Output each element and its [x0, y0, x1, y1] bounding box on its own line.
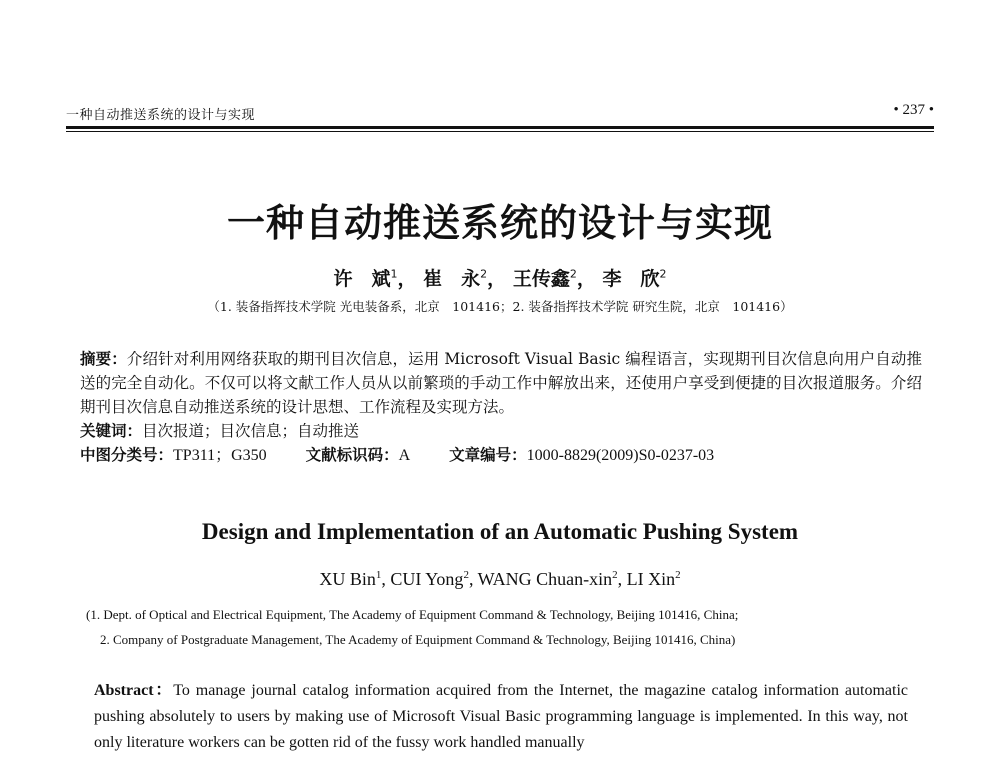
- clc-label: 中图分类号：: [80, 446, 174, 464]
- clc-value: TP311；G350: [173, 447, 267, 464]
- author-cn-3: 王传鑫: [512, 268, 570, 290]
- author-cn-1-sup: 1: [390, 267, 398, 281]
- abstract-en-text: To manage journal catalog information acquired from the Internet, the magazine catalog information automatic pushing absolutely to users by making use of Microsoft Visual Basic programming language is implemented. In this way, not only literature workers can be gotten rid of the fussy work handled manually: [94, 682, 908, 751]
- author-en-1-sup: 1: [375, 569, 382, 581]
- running-header: [66, 100, 934, 126]
- abstract-cn-text: 介绍针对利用网络获取的期刊目次信息，运用 Microsoft Visual Basic 编程语言，实现期刊目次信息向用户自动推送的完全自动化。不仅可以将文献工作人员从以前繁琐的手动工作中解放出来，还使用户享受到便捷的目次报道服务。介绍期刊目次信息自动推送系统的设计思想、工作流程及实现方法。: [80, 350, 922, 416]
- author-en-2: CUI Yong: [390, 569, 464, 589]
- header-rule-thick: [66, 126, 934, 129]
- abstract-cn-label: 摘要：: [80, 350, 127, 368]
- running-title: 一种自动推送系统的设计与实现: [66, 108, 256, 123]
- affiliation-chinese: （1. 装备指挥技术学院 光电装备系，北京 101416；2. 装备指挥技术学院 研究生院，北京 101416）: [207, 299, 793, 314]
- author-cn-4: 李 欣: [602, 268, 660, 290]
- author-cn-4-sup: 2: [659, 267, 667, 281]
- abstract-chinese: [80, 347, 922, 419]
- abstract-en-label: Abstract：: [94, 682, 174, 699]
- title-english: Design and Implementation of an Automatic Pushing System: [201, 519, 799, 544]
- author-en-1: XU Bin: [319, 569, 376, 589]
- article-number-value: 1000-8829(2009)S0-0237-03: [526, 447, 715, 464]
- affiliation-english: [86, 602, 926, 652]
- doc-code-value: A: [398, 447, 411, 464]
- article-number-label: 文章编号：: [449, 446, 527, 464]
- page-number: • 237 •: [893, 102, 934, 118]
- header-rule-thin: [66, 131, 934, 132]
- keywords-cn-text: 目次报道；目次信息；自动推送: [142, 422, 360, 440]
- author-en-2-sup: 2: [463, 569, 469, 581]
- title-chinese: 一种自动推送系统的设计与实现: [226, 200, 773, 245]
- affiliation-en-1: (1. Dept. of Optical and Electrical Equipment, The Academy of Equipment Command & Technology, Beijing 101416, China;: [86, 607, 739, 622]
- author-en-4: LI Xin: [626, 569, 676, 589]
- author-cn-2-sup: 2: [480, 267, 488, 281]
- author-en-4-sup: 2: [675, 569, 681, 581]
- authors-chinese: 许 斌$^1$， 崔 永$^2$， 王传鑫$^2$， 李 欣$^2$: [333, 267, 667, 290]
- author-cn-1: 许 斌: [333, 268, 391, 290]
- author-cn-3-sup: 2: [569, 267, 577, 281]
- abstract-english: [94, 678, 908, 756]
- chinese-front-matter: [80, 347, 922, 468]
- keywords-chinese: [80, 419, 922, 443]
- affiliation-en-2: 2. Company of Postgraduate Management, The Academy of Equipment Command & Technology, Beijing 101416, China): [100, 632, 736, 647]
- doc-code-label: 文献标识码：: [305, 446, 399, 464]
- author-en-3: WANG Chuan-xin: [477, 569, 613, 589]
- authors-english: XU Bin$^1$, CUI Yong$^2$, WANG Chuan-xin$^2$, LI Xin$^2$: [319, 569, 681, 589]
- keywords-cn-label: 关键词：: [80, 422, 143, 440]
- author-en-3-sup: 2: [612, 569, 618, 581]
- classification-line: [80, 443, 922, 468]
- author-cn-2: 崔 永: [423, 268, 481, 290]
